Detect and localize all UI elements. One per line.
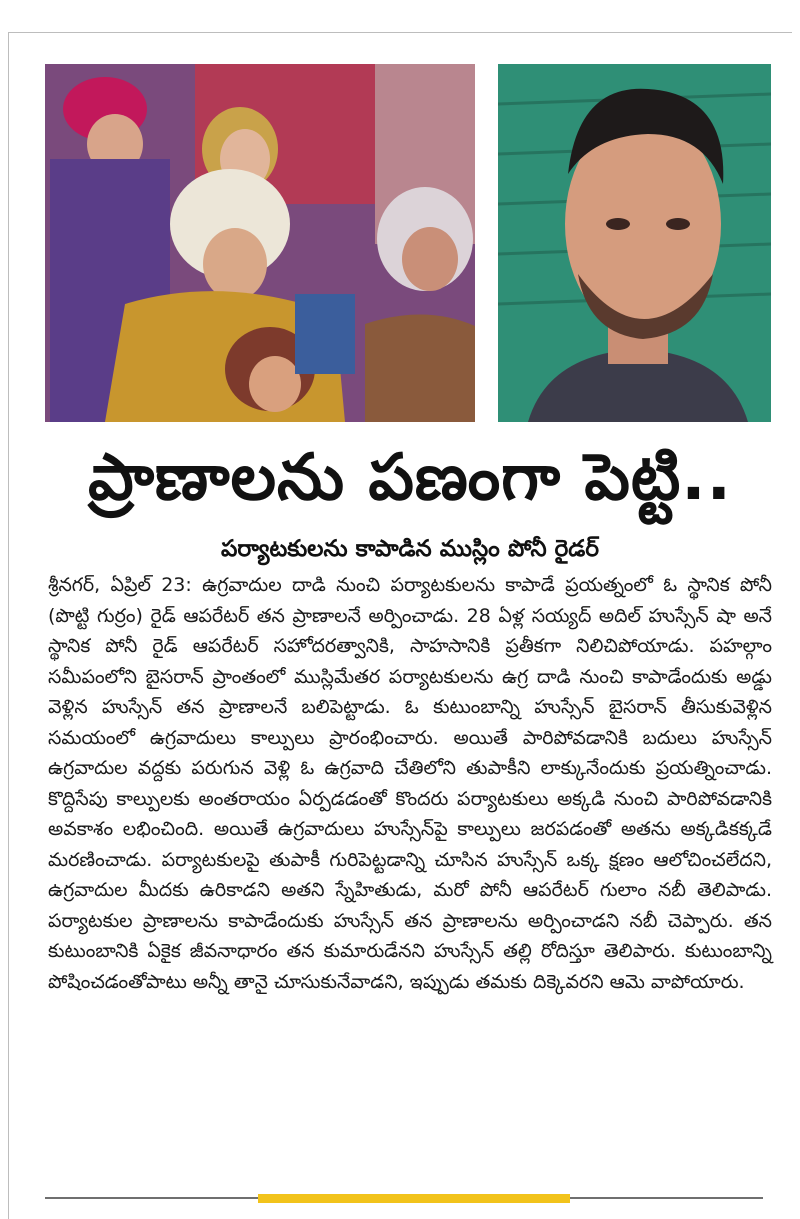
article-paragraph [48,570,772,997]
bottom-accent-bar [258,1194,570,1203]
portrait-photo [498,64,771,422]
subheadline: పర్యాటకులను కాపాడిన ముస్లిం పోనీ రైడర్ [221,536,599,562]
portrait-illustration [498,64,771,422]
mourning-women-photo [45,64,475,422]
dateline: శ్రీనగర్, ఏప్రిల్ 23: [48,574,192,596]
article-body [48,570,772,997]
article-body-text: ఉగ్రవాదుల దాడి నుంచి పర్యాటకులను కాపాడే ప్రయత్నంలో ఓ స్థానిక పోనీ (పొట్టి గుర్రం) రైడ్ ఆపరేటర్ తన ప్రాణాలనే అర్పించాడు. 28 ఏళ్ల సయ్యద్ అదిల్ హుస్సేన్ షా అనే స్థానిక పోనీ రైడ్ ఆపరేటర్ సహోదరత్వానికి, సాహసానికి ప్రతీకగా నిలిచిపోయాడు. పహల్గాం సమీపంలోని బైసరాన్ ప్రాంతంలో ముస్లిమేతర పర్యాటకులను ఉగ్ర దాడి నుంచి కాపాడేందుకు అడ్డు వెళ్లిన హుస్సేన్ తన ప్రాణాలనే బలిపెట్టాడు. ఓ కుటుంబాన్ని హుస్సేన్ బైసరాన్ తీసుకువెళ్లిన సమయంలో ఉగ్రవాదులు కాల్పులు ప్రారంభించారు. అయితే పారిపోవడానికి బదులు హుస్సేన్ ఉగ్రవాదుల వద్దకు పరుగున వెళ్లి ఓ ఉగ్రవాది చేతిలోని తుపాకీని లాక్కునేందుకు ప్రయత్నించాడు. కొద్దిసేపు కాల్పులకు అంతరాయం ఏర్పడడంతో కొందరు పర్యాటకులు అక్కడి నుంచి పారిపోవడానికి అవకాశం లభించింది. అయితే ఉగ్రవాదులు హుస్సేన్‌పై కాల్పులు జరపడంతో అతను అక్కడికక్కడే మరణించాడు. పర్యాటకులపై తుపాకీ గురిపెట్టడాన్ని చూసిన హుస్సేన్ ఒక్క క్షణం ఆలోచించలేదని, ఉగ్రవాదుల మీదకు ఉరికాడని అతని స్నేహితుడు, మరో పోనీ ఆపరేటర్ గులాం నబీ తెలిపాడు. పర్యాటకుల ప్రాణాలను కాపాడేందుకు హుస్సేన్ తన ప్రాణాలను అర్పించాడని నబీ చెప్పారు. తన కుటుంబానికి ఏకైక జీవనాధారం తన కుమారుడేనని హుస్సేన్ తల్లి రోదిస్తూ తెలిపారు. కుటుంబాన్ని పోషించడంతోపాటు అన్నీ తానై చూసుకునేవాడని, ఇప్పుడు తమకు దిక్కెవరని ఆమె వాపోయారు. [48,574,772,993]
headline: ప్రాణాలను పణంగా పెట్టి.. [88,441,732,515]
mourning-women-illustration [45,64,475,422]
